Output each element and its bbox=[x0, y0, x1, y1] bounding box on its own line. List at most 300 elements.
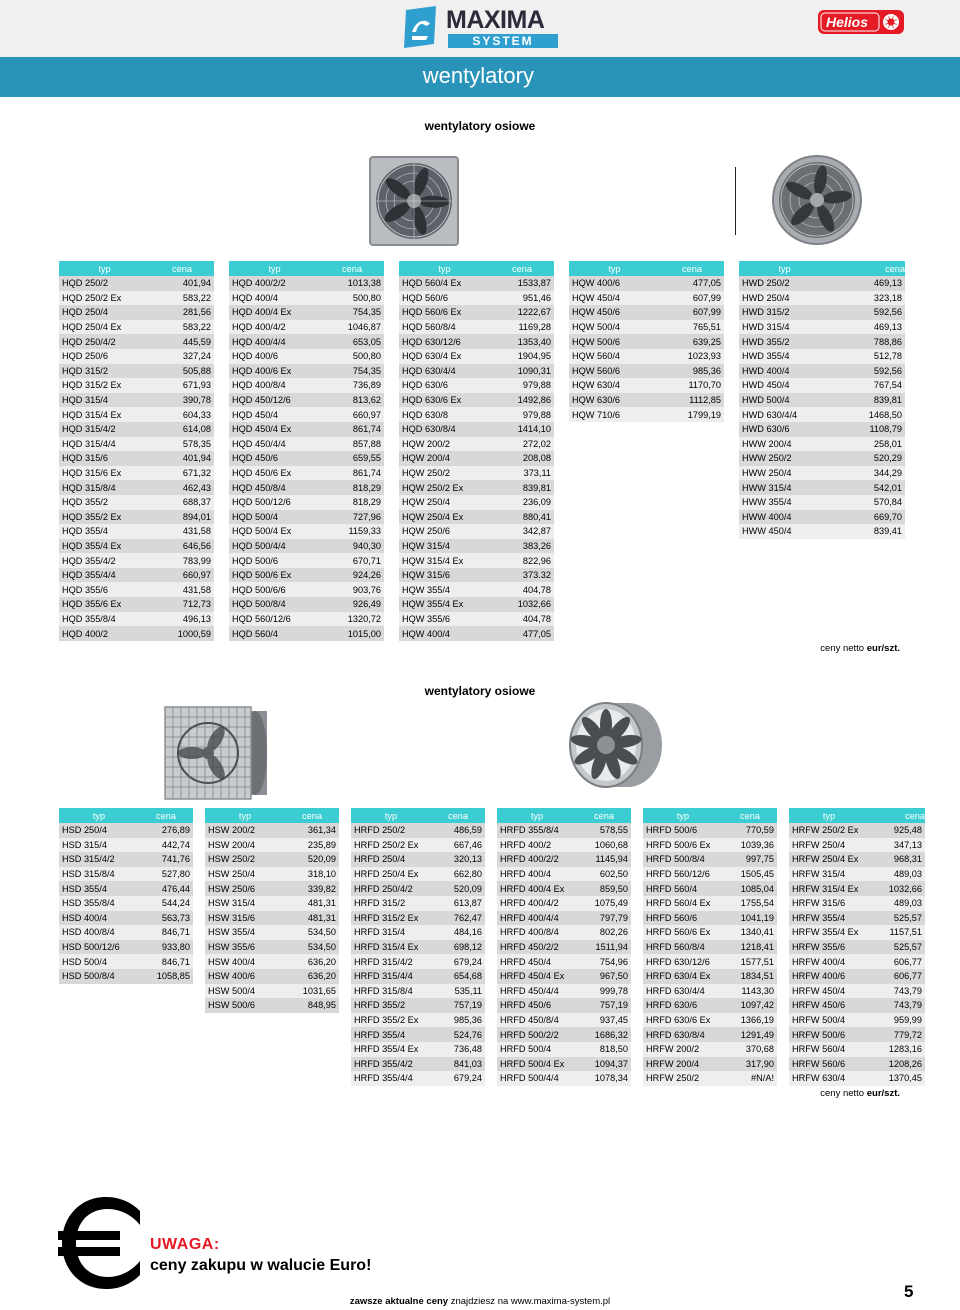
product-type-cell: HQD 450/8/4 bbox=[229, 480, 320, 495]
product-type-cell bbox=[569, 510, 660, 525]
price-cell: 604,33 bbox=[150, 407, 214, 422]
price-cell: 592,56 bbox=[830, 305, 905, 320]
column-gap bbox=[485, 969, 497, 984]
price-cell bbox=[139, 1057, 193, 1072]
price-cell bbox=[139, 984, 193, 999]
product-type-cell: HRFW 315/4 Ex bbox=[789, 881, 869, 896]
product-type-cell: HQD 315/2 bbox=[59, 364, 150, 379]
price-table-1 bbox=[59, 261, 905, 641]
price-cell: 1834,51 bbox=[723, 969, 777, 984]
product-type-cell: HRFW 315/6 bbox=[789, 896, 869, 911]
column-gap bbox=[631, 940, 643, 955]
product-type-cell: HRFD 315/2 Ex bbox=[351, 911, 431, 926]
table-row bbox=[59, 582, 905, 597]
column-gap bbox=[631, 911, 643, 926]
price-cell: 535,11 bbox=[431, 984, 485, 999]
product-type-cell: HWW 250/4 bbox=[739, 466, 830, 481]
price-cell: 1046,87 bbox=[320, 320, 384, 335]
column-gap bbox=[339, 838, 351, 853]
column-gap bbox=[214, 524, 229, 539]
column-gap bbox=[485, 984, 497, 999]
column-gap bbox=[554, 378, 569, 393]
product-type-cell: HQD 400/6 Ex bbox=[229, 364, 320, 379]
price-cell: 520,29 bbox=[830, 451, 905, 466]
product-type-cell: HQW 315/4 Ex bbox=[399, 553, 490, 568]
column-gap bbox=[777, 808, 789, 823]
column-gap bbox=[777, 1086, 789, 1101]
column-gap bbox=[554, 276, 569, 291]
product-type-cell bbox=[643, 1086, 723, 1101]
table-row bbox=[59, 349, 905, 364]
product-type-cell: HRFD 315/8/4 bbox=[351, 984, 431, 999]
product-type-cell: HQD 355/2 Ex bbox=[59, 510, 150, 525]
product-type-cell: HSD 500/4 bbox=[59, 954, 139, 969]
column-gap bbox=[724, 612, 739, 627]
product-type-cell bbox=[59, 1100, 139, 1115]
column-gap bbox=[339, 1086, 351, 1101]
column-gap bbox=[193, 823, 205, 838]
price-cell: 534,50 bbox=[285, 940, 339, 955]
product-type-cell: HQW 630/4 bbox=[569, 378, 660, 393]
price-cell: 1511,94 bbox=[577, 940, 631, 955]
column-gap bbox=[724, 480, 739, 495]
price-cell: 937,45 bbox=[577, 1013, 631, 1028]
column-gap bbox=[214, 539, 229, 554]
price-cell: 361,34 bbox=[285, 823, 339, 838]
column-gap bbox=[631, 1100, 643, 1115]
header-bar bbox=[0, 0, 960, 57]
price-cell: 527,80 bbox=[139, 867, 193, 882]
product-type-cell: HSW 250/2 bbox=[205, 852, 285, 867]
price-cell: 390,78 bbox=[150, 393, 214, 408]
product-type-cell: HRFD 355/4/2 bbox=[351, 1057, 431, 1072]
table-row bbox=[59, 451, 905, 466]
product-type-cell: HRFW 250/4 Ex bbox=[789, 852, 869, 867]
product-type-cell bbox=[739, 568, 830, 583]
product-type-cell: HQD 355/4/4 bbox=[59, 568, 150, 583]
price-cell: 1041,19 bbox=[723, 911, 777, 926]
column-gap bbox=[384, 553, 399, 568]
product-type-cell bbox=[205, 1027, 285, 1042]
column-gap bbox=[485, 1057, 497, 1072]
column-gap bbox=[339, 911, 351, 926]
price-cell: 818,29 bbox=[320, 480, 384, 495]
column-gap bbox=[214, 407, 229, 422]
product-type-cell: HRFD 500/2/2 bbox=[497, 1027, 577, 1042]
column-gap bbox=[193, 1013, 205, 1028]
column-header-cena: cena bbox=[320, 261, 384, 276]
column-gap bbox=[339, 1027, 351, 1042]
table-row bbox=[59, 553, 905, 568]
price-cell: 542,01 bbox=[830, 480, 905, 495]
product-type-cell: HQD 355/4 bbox=[59, 524, 150, 539]
column-gap bbox=[193, 1027, 205, 1042]
price-cell: 544,24 bbox=[139, 896, 193, 911]
column-gap bbox=[214, 466, 229, 481]
price-cell: 754,96 bbox=[577, 954, 631, 969]
price-cell bbox=[139, 998, 193, 1013]
price-cell: 985,36 bbox=[660, 364, 724, 379]
product-type-cell: HSW 315/6 bbox=[205, 911, 285, 926]
column-gap bbox=[339, 925, 351, 940]
column-gap bbox=[631, 852, 643, 867]
product-type-cell: HQD 400/6 bbox=[229, 349, 320, 364]
product-type-cell: HRFW 630/4 bbox=[789, 1071, 869, 1086]
price-cell: 477,05 bbox=[660, 276, 724, 291]
price-cell: 614,08 bbox=[150, 422, 214, 437]
price-cell: 818,50 bbox=[577, 1042, 631, 1057]
price-cell: 486,59 bbox=[431, 823, 485, 838]
price-cell: 926,49 bbox=[320, 597, 384, 612]
column-gap bbox=[339, 867, 351, 882]
product-type-cell: HQW 200/4 bbox=[399, 451, 490, 466]
product-type-cell: HSW 200/2 bbox=[205, 823, 285, 838]
product-type-cell: HQW 315/4 bbox=[399, 539, 490, 554]
column-gap bbox=[384, 320, 399, 335]
column-gap bbox=[724, 510, 739, 525]
column-gap bbox=[384, 364, 399, 379]
column-gap bbox=[339, 808, 351, 823]
price-cell: 606,77 bbox=[869, 954, 925, 969]
column-gap bbox=[193, 1042, 205, 1057]
column-gap bbox=[485, 1013, 497, 1028]
helios-wordmark: Helios bbox=[826, 14, 869, 30]
product-type-cell: HRFW 560/4 bbox=[789, 1042, 869, 1057]
product-type-cell: HRFD 400/4/2 bbox=[497, 896, 577, 911]
product-type-cell: HQD 560/12/6 bbox=[229, 612, 320, 627]
column-gap bbox=[193, 984, 205, 999]
product-type-cell: HRFD 500/4 Ex bbox=[497, 1057, 577, 1072]
table-row bbox=[59, 896, 925, 911]
product-type-cell: HSD 355/8/4 bbox=[59, 896, 139, 911]
price-cell: 320,13 bbox=[431, 852, 485, 867]
column-gap bbox=[214, 364, 229, 379]
product-type-cell: HWD 630/6 bbox=[739, 422, 830, 437]
price-cell: 1075,49 bbox=[577, 896, 631, 911]
product-type-cell bbox=[59, 984, 139, 999]
column-gap bbox=[214, 568, 229, 583]
section2-title: wentylatory osiowe bbox=[424, 684, 536, 698]
table-row bbox=[59, 597, 905, 612]
price-cell: 967,50 bbox=[577, 969, 631, 984]
price-cell: 505,88 bbox=[150, 364, 214, 379]
product-type-cell: HWD 250/4 bbox=[739, 291, 830, 306]
table-row bbox=[59, 911, 925, 926]
product-type-cell: HQD 250/6 bbox=[59, 349, 150, 364]
column-gap bbox=[339, 940, 351, 955]
column-gap bbox=[339, 984, 351, 999]
column-gap bbox=[384, 597, 399, 612]
price-cell: 236,09 bbox=[490, 495, 554, 510]
column-gap bbox=[777, 954, 789, 969]
price-cell: 1032,66 bbox=[869, 881, 925, 896]
duct-axial-fan-photo bbox=[566, 700, 666, 790]
product-type-cell bbox=[59, 1071, 139, 1086]
price-cell: 727,96 bbox=[320, 510, 384, 525]
column-gap bbox=[724, 495, 739, 510]
column-gap bbox=[384, 291, 399, 306]
table-row bbox=[59, 1057, 925, 1072]
price-cell: 660,97 bbox=[320, 407, 384, 422]
column-gap bbox=[777, 1013, 789, 1028]
product-type-cell: HQW 200/2 bbox=[399, 437, 490, 452]
column-gap bbox=[193, 1071, 205, 1086]
table-row bbox=[59, 393, 905, 408]
price-cell: 606,77 bbox=[869, 969, 925, 984]
price-cell: 373.32 bbox=[490, 568, 554, 583]
price-cell: 754,35 bbox=[320, 305, 384, 320]
column-gap bbox=[339, 823, 351, 838]
product-type-cell: HRFD 450/4 bbox=[497, 954, 577, 969]
column-gap bbox=[554, 320, 569, 335]
maxima-logo bbox=[400, 4, 560, 52]
column-gap bbox=[485, 852, 497, 867]
column-gap bbox=[724, 451, 739, 466]
price-cell bbox=[139, 1013, 193, 1028]
column-gap bbox=[193, 911, 205, 926]
price-cell: 1283,16 bbox=[869, 1042, 925, 1057]
product-type-cell: HRFD 400/4 Ex bbox=[497, 881, 577, 896]
price-cell bbox=[431, 1086, 485, 1101]
product-type-cell: HRFW 355/4 bbox=[789, 911, 869, 926]
product-type-cell: HSW 355/6 bbox=[205, 940, 285, 955]
price-cell: 669,70 bbox=[830, 510, 905, 525]
product-type-cell: HQD 630/6 Ex bbox=[399, 393, 490, 408]
product-type-cell: HQW 400/4 bbox=[399, 626, 490, 641]
column-gap bbox=[384, 349, 399, 364]
product-type-cell bbox=[351, 1100, 431, 1115]
price-cell bbox=[285, 1100, 339, 1115]
column-gap bbox=[214, 553, 229, 568]
table-row bbox=[59, 998, 925, 1013]
column-gap bbox=[777, 896, 789, 911]
price-cell: 1218,41 bbox=[723, 940, 777, 955]
price-cell bbox=[285, 1086, 339, 1101]
product-type-cell: HRFD 355/8/4 bbox=[497, 823, 577, 838]
column-header-typ: typ bbox=[59, 808, 139, 823]
price-cell: 1170,70 bbox=[660, 378, 724, 393]
product-type-cell: HRFD 500/4 bbox=[497, 1042, 577, 1057]
price-cell bbox=[660, 612, 724, 627]
price-cell: 754,35 bbox=[320, 364, 384, 379]
table-row bbox=[59, 838, 925, 853]
product-type-cell: HWD 355/4 bbox=[739, 349, 830, 364]
price-cell: 1108,79 bbox=[830, 422, 905, 437]
product-type-cell: HQD 250/4 bbox=[59, 305, 150, 320]
column-gap bbox=[631, 867, 643, 882]
product-type-cell: HQD 315/4/2 bbox=[59, 422, 150, 437]
product-type-cell bbox=[739, 626, 830, 641]
product-type-cell: HQD 500/6 Ex bbox=[229, 568, 320, 583]
table-row bbox=[59, 823, 925, 838]
price-cell: 712,73 bbox=[150, 597, 214, 612]
column-gap bbox=[777, 911, 789, 926]
price-cell bbox=[139, 1071, 193, 1086]
table-row bbox=[59, 969, 925, 984]
price-cell bbox=[723, 1086, 777, 1101]
table-row bbox=[59, 867, 925, 882]
column-gap bbox=[214, 451, 229, 466]
price-cell: 563,73 bbox=[139, 911, 193, 926]
product-type-cell: HQW 355/6 bbox=[399, 612, 490, 627]
price-cell: 880,41 bbox=[490, 510, 554, 525]
column-gap bbox=[485, 881, 497, 896]
price-cell: 469,13 bbox=[830, 276, 905, 291]
column-header-typ: typ bbox=[789, 808, 869, 823]
price-cell bbox=[285, 1027, 339, 1042]
price-cell: 607,99 bbox=[660, 291, 724, 306]
price-cell: 431,58 bbox=[150, 524, 214, 539]
column-gap bbox=[214, 334, 229, 349]
price-cell: 272,02 bbox=[490, 437, 554, 452]
price-cell: 500,80 bbox=[320, 291, 384, 306]
price-cell: 741,76 bbox=[139, 852, 193, 867]
column-gap bbox=[214, 626, 229, 641]
price-cell: 481,31 bbox=[285, 896, 339, 911]
price-cell: 370,68 bbox=[723, 1042, 777, 1057]
column-gap bbox=[554, 291, 569, 306]
column-gap bbox=[724, 364, 739, 379]
price-cell bbox=[660, 466, 724, 481]
price-cell: 903,76 bbox=[320, 582, 384, 597]
product-type-cell bbox=[351, 1086, 431, 1101]
product-type-cell: HQW 710/6 bbox=[569, 407, 660, 422]
price-cell bbox=[660, 582, 724, 597]
product-type-cell: HSW 250/6 bbox=[205, 881, 285, 896]
price-cell: 1505,45 bbox=[723, 867, 777, 882]
column-gap bbox=[214, 393, 229, 408]
column-gap bbox=[554, 582, 569, 597]
price-cell: 1078,34 bbox=[577, 1071, 631, 1086]
product-type-cell: HQW 500/6 bbox=[569, 334, 660, 349]
price-cell: 841,03 bbox=[431, 1057, 485, 1072]
product-type-cell: HSD 315/8/4 bbox=[59, 867, 139, 882]
product-type-cell: HQD 250/4/2 bbox=[59, 334, 150, 349]
price-cell: 1097,42 bbox=[723, 998, 777, 1013]
product-type-cell: HWW 400/4 bbox=[739, 510, 830, 525]
product-type-cell: HRFW 355/4 Ex bbox=[789, 925, 869, 940]
price-cell: 1159,33 bbox=[320, 524, 384, 539]
price-cell: 383,26 bbox=[490, 539, 554, 554]
product-type-cell: HWW 250/2 bbox=[739, 451, 830, 466]
product-type-cell bbox=[739, 582, 830, 597]
column-gap bbox=[631, 984, 643, 999]
price-cell: 813,62 bbox=[320, 393, 384, 408]
column-gap bbox=[631, 1027, 643, 1042]
column-gap bbox=[554, 480, 569, 495]
column-gap bbox=[724, 291, 739, 306]
product-type-cell: HRFW 315/4 bbox=[789, 867, 869, 882]
column-gap bbox=[214, 276, 229, 291]
price-cell: 1143,30 bbox=[723, 984, 777, 999]
product-type-cell: HWD 630/4/4 bbox=[739, 407, 830, 422]
price-cell: 469,13 bbox=[830, 320, 905, 335]
price-cell: 999,78 bbox=[577, 984, 631, 999]
product-type-cell bbox=[59, 1027, 139, 1042]
price-cell: 654,68 bbox=[431, 969, 485, 984]
price-cell: 1799,19 bbox=[660, 407, 724, 422]
column-gap bbox=[339, 1071, 351, 1086]
product-type-cell: HQD 500/4 bbox=[229, 510, 320, 525]
product-type-cell: HRFD 400/4 bbox=[497, 867, 577, 882]
price-cell: 1208,26 bbox=[869, 1057, 925, 1072]
product-type-cell: HQD 630/4/4 bbox=[399, 364, 490, 379]
price-cell: 757,19 bbox=[431, 998, 485, 1013]
product-type-cell: HRFW 250/2 bbox=[643, 1071, 723, 1086]
column-gap bbox=[724, 334, 739, 349]
price-cell: 736,89 bbox=[320, 378, 384, 393]
table-row bbox=[59, 422, 905, 437]
column-gap bbox=[777, 1100, 789, 1115]
column-gap bbox=[384, 393, 399, 408]
column-gap bbox=[485, 940, 497, 955]
column-header-typ: typ bbox=[229, 261, 320, 276]
product-type-cell: HWW 315/4 bbox=[739, 480, 830, 495]
product-type-cell: HRFD 450/6 bbox=[497, 998, 577, 1013]
product-type-cell: HQD 500/6 bbox=[229, 553, 320, 568]
square-housing-axial-fan-photo bbox=[163, 703, 271, 803]
product-type-cell bbox=[569, 539, 660, 554]
price-cell: 1032,66 bbox=[490, 597, 554, 612]
product-type-cell: HRFD 560/6 bbox=[643, 911, 723, 926]
column-gap bbox=[485, 896, 497, 911]
column-gap bbox=[485, 998, 497, 1013]
column-header-cena: cena bbox=[723, 808, 777, 823]
price-cell: 636,20 bbox=[285, 969, 339, 984]
product-type-cell: HRFD 250/2 Ex bbox=[351, 838, 431, 853]
notice-heading: UWAGA: bbox=[150, 1236, 220, 1253]
price-cell: 1320,72 bbox=[320, 612, 384, 627]
product-type-cell: HWD 315/2 bbox=[739, 305, 830, 320]
column-gap bbox=[214, 612, 229, 627]
column-gap bbox=[777, 940, 789, 955]
price-cell: 323,18 bbox=[830, 291, 905, 306]
product-type-cell: HQD 355/4/2 bbox=[59, 553, 150, 568]
price-cell: 924,26 bbox=[320, 568, 384, 583]
product-type-cell: HSD 400/4 bbox=[59, 911, 139, 926]
column-gap bbox=[214, 597, 229, 612]
column-gap bbox=[214, 480, 229, 495]
table-row bbox=[59, 510, 905, 525]
column-gap bbox=[554, 422, 569, 437]
product-type-cell: HQD 400/4/2 bbox=[229, 320, 320, 335]
price-cell: 743,79 bbox=[869, 984, 925, 999]
price-cell: 1094,37 bbox=[577, 1057, 631, 1072]
price-cell: 442,74 bbox=[139, 838, 193, 853]
product-type-cell bbox=[739, 553, 830, 568]
product-type-cell bbox=[789, 1100, 869, 1115]
product-type-cell bbox=[569, 437, 660, 452]
column-gap bbox=[554, 393, 569, 408]
product-type-cell: HQD 500/8/4 bbox=[229, 597, 320, 612]
column-gap bbox=[724, 261, 739, 276]
product-type-cell: HRFW 200/4 bbox=[643, 1057, 723, 1072]
column-gap bbox=[214, 437, 229, 452]
column-header-cena: cena bbox=[490, 261, 554, 276]
price-cell: 743,79 bbox=[869, 998, 925, 1013]
column-gap bbox=[631, 823, 643, 838]
price-cell: #N/A! bbox=[723, 1071, 777, 1086]
price-cell bbox=[660, 568, 724, 583]
table-row bbox=[59, 1013, 925, 1028]
product-type-cell bbox=[569, 466, 660, 481]
table-row bbox=[59, 1071, 925, 1086]
table-row bbox=[59, 291, 905, 306]
price-cell: 1340,41 bbox=[723, 925, 777, 940]
column-gap bbox=[631, 1071, 643, 1086]
price-cell: 1015,00 bbox=[320, 626, 384, 641]
table-row bbox=[59, 612, 905, 627]
